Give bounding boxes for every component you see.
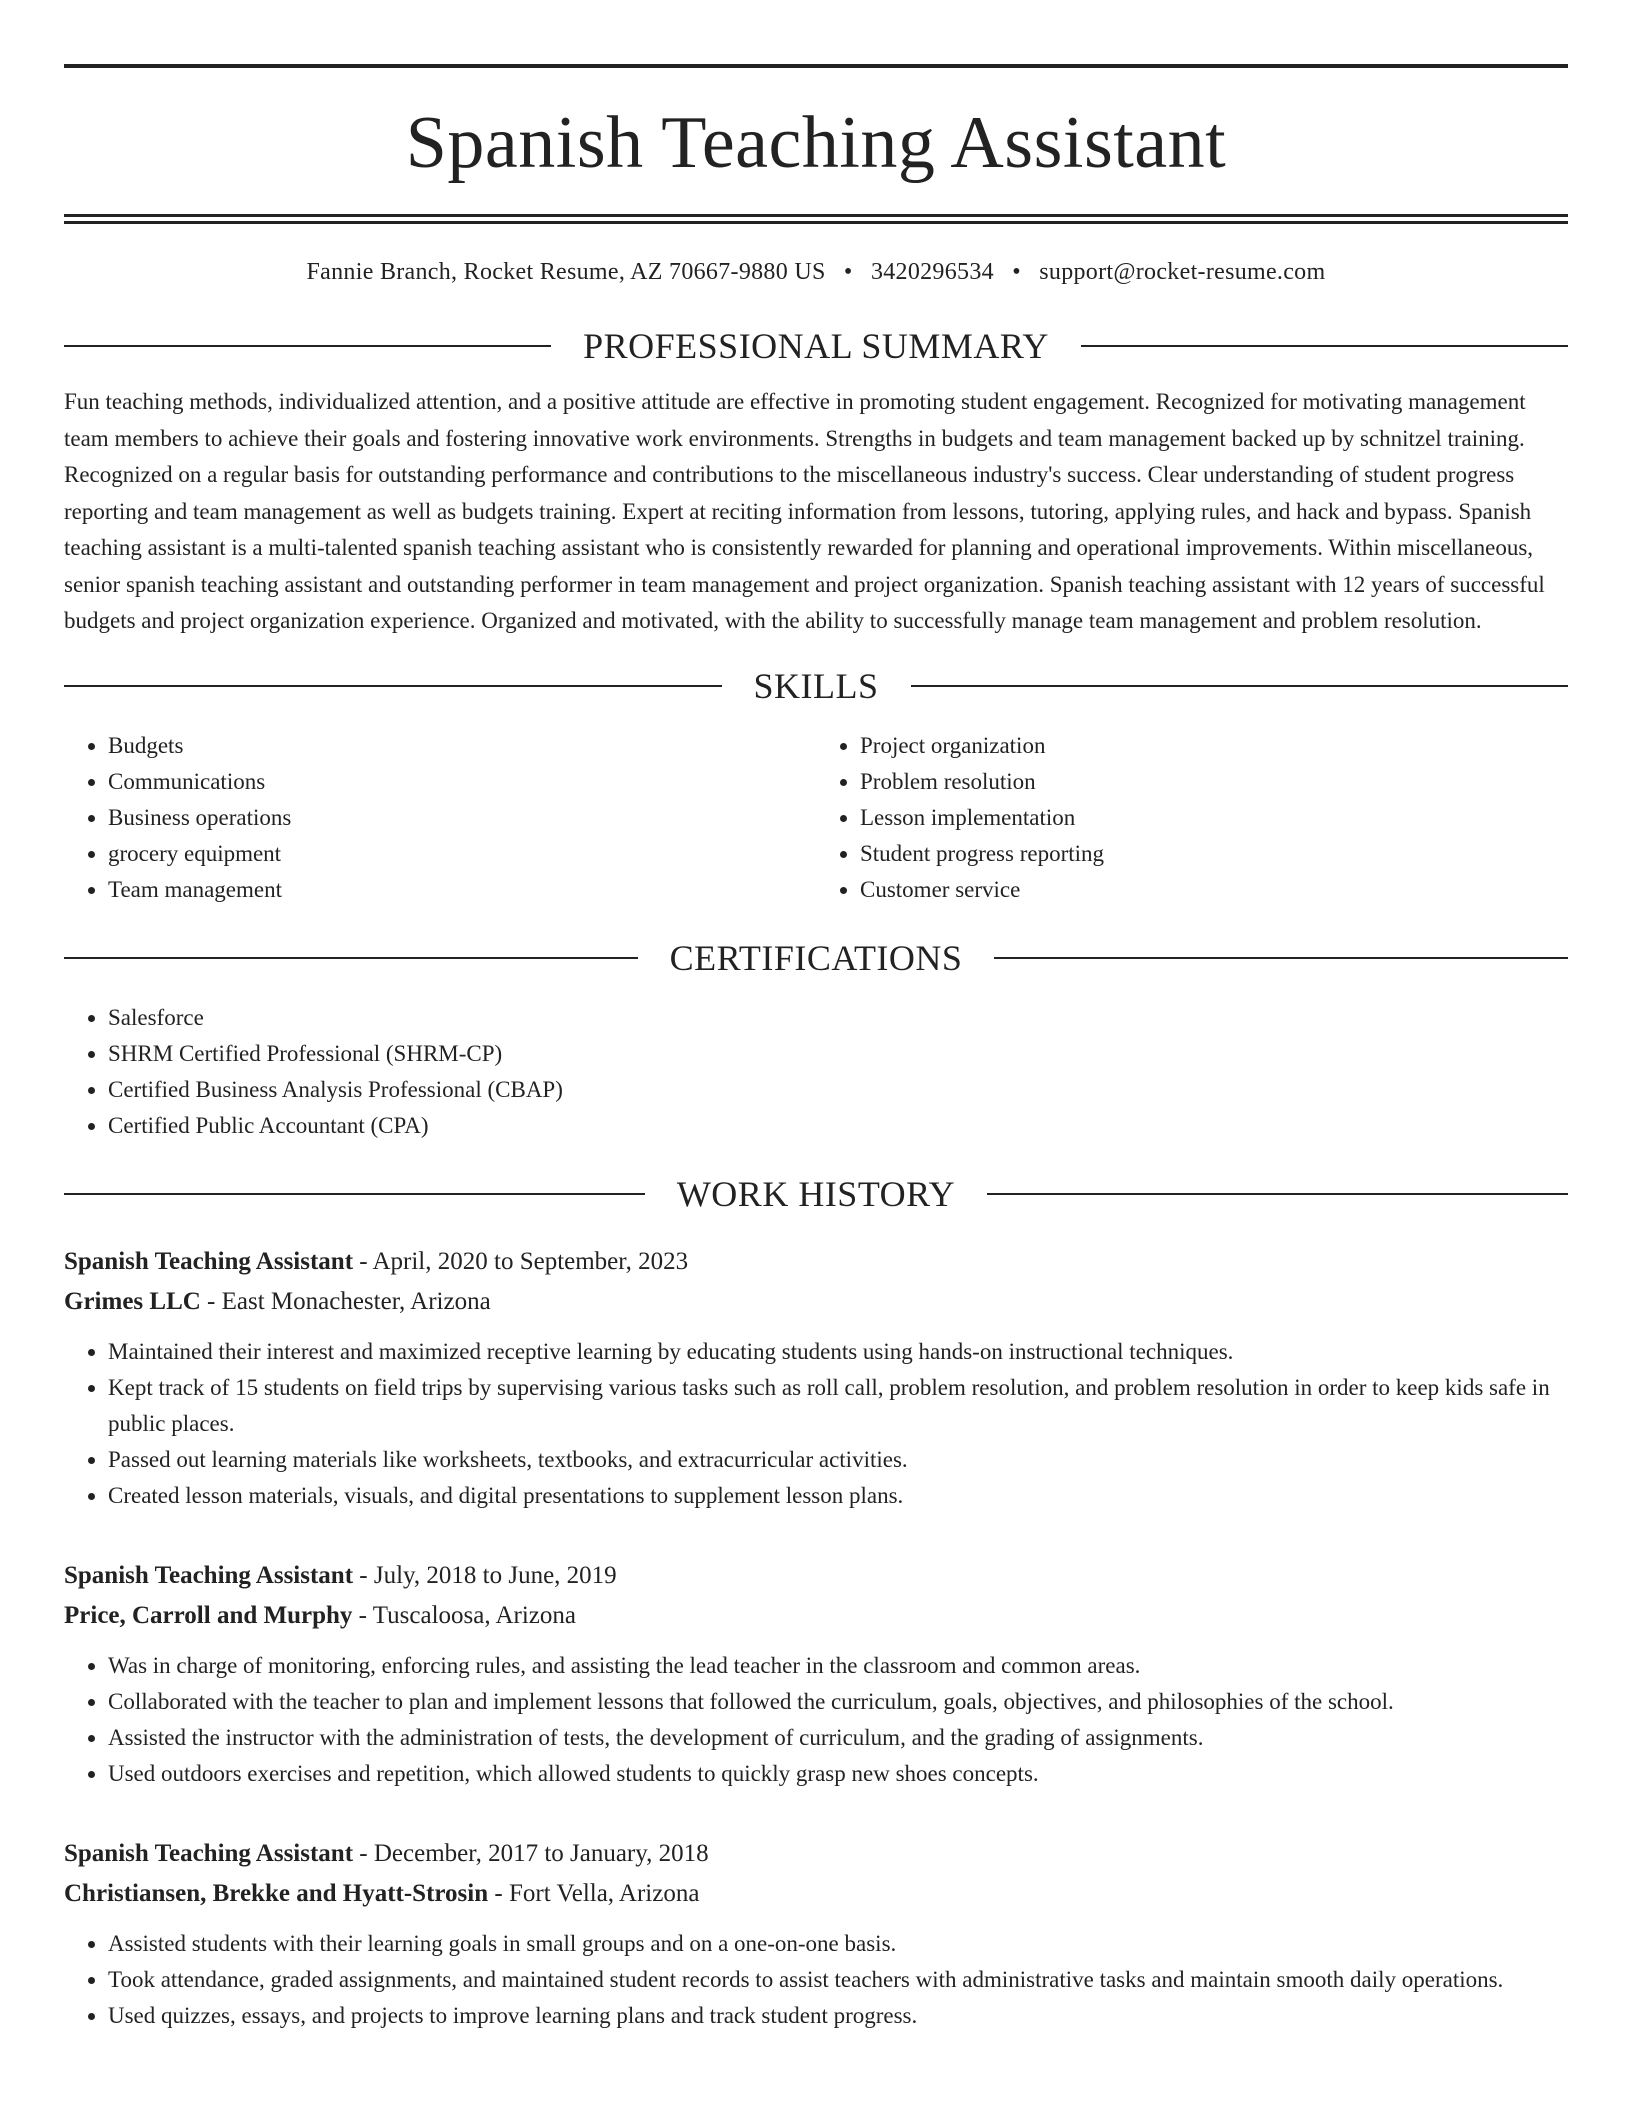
contact-line (64, 260, 1568, 284)
job-location: - Tuscaloosa, Arizona (352, 1601, 577, 1629)
heading-rule-right (994, 957, 1568, 959)
heading-rule-right (911, 685, 1569, 687)
section-heading-certifications (64, 937, 1568, 978)
certification-item: • Certified Public Accountant (CPA) (108, 1108, 1568, 1144)
skill-item: • Communications (108, 764, 816, 800)
job-bullet: • Assisted the instructor with the administration of tests, the development of curriculum, and the grading of assignments. (108, 1720, 1568, 1756)
certification-item: • Salesforce (108, 1000, 1568, 1036)
top-rule (64, 64, 1568, 68)
job-company: Christiansen, Brekke and Hyatt-Strosin (64, 1879, 489, 1907)
skill-item: • Problem resolution (860, 764, 1568, 800)
skill-item: • Lesson implementation (860, 800, 1568, 836)
job-company-line (64, 1596, 1568, 1636)
job-dates: - July, 2018 to June, 2019 (353, 1561, 617, 1589)
skill-item: • Budgets (108, 728, 816, 764)
section-heading-work (64, 1173, 1568, 1214)
certifications-list (64, 1000, 1568, 1144)
job-title-line (64, 1834, 1568, 1874)
skills-list-left (64, 728, 816, 908)
section-title-work: WORK HISTORY (676, 1173, 956, 1214)
job-entry (64, 1242, 1568, 1514)
job-title-line (64, 1556, 1568, 1596)
job-bullet: • Created lesson materials, visuals, and digital presentations to supplement lesson plans. (108, 1478, 1568, 1514)
contact-address: Fannie Branch, Rocket Resume, AZ 70667-9880 US (306, 259, 826, 285)
skill-item: • Team management (108, 872, 816, 908)
job-bullets (64, 1648, 1568, 1792)
job-location: - Fort Vella, Arizona (488, 1879, 700, 1907)
certification-item: • SHRM Certified Professional (SHRM-CP) (108, 1036, 1568, 1072)
job-company: Grimes LLC (64, 1287, 201, 1315)
contact-separator: • (843, 259, 853, 285)
title-double-rule (64, 214, 1568, 224)
skills-columns (64, 728, 1568, 908)
skill-item: • Customer service (860, 872, 1568, 908)
job-bullet: • Passed out learning materials like worksheets, textbooks, and extracurricular activities. (108, 1442, 1568, 1478)
heading-rule-left (64, 345, 551, 347)
job-entry (64, 1556, 1568, 1792)
job-bullet: • Kept track of 15 students on field trips by supervising various tasks such as roll call, problem resolution, and problem resolution in order to keep kids safe in public places. (108, 1370, 1568, 1442)
heading-rule-right (1081, 345, 1568, 347)
job-bullets (64, 1926, 1568, 2034)
job-entry (64, 1834, 1568, 2034)
heading-rule-left (64, 957, 638, 959)
job-dates: - December, 2017 to January, 2018 (353, 1839, 709, 1867)
heading-rule-left (64, 685, 722, 687)
job-company-line (64, 1282, 1568, 1322)
skills-list-right (816, 728, 1568, 908)
job-company: Price, Carroll and Murphy (64, 1601, 353, 1629)
contact-separator: • (1012, 259, 1021, 285)
job-role: Spanish Teaching Assistant (64, 1247, 354, 1275)
job-bullet: • Assisted students with their learning goals in small groups and on a one-on-one basis. (108, 1926, 1568, 1962)
job-bullet: • Used outdoors exercises and repetition, which allowed students to quickly grasp new shoes concepts. (108, 1756, 1568, 1792)
contact-email: support@rocket-resume.com (1039, 259, 1326, 285)
job-bullet: • Used quizzes, essays, and projects to improve learning plans and track student progress. (108, 1998, 1568, 2034)
job-bullet: • Collaborated with the teacher to plan and implement lessons that followed the curriculum, goals, objectives, and philosophies of the school. (108, 1684, 1568, 1720)
job-title-line (64, 1242, 1568, 1282)
job-bullet: • Took attendance, graded assignments, and maintained student records to assist teachers with administrative tasks and maintain smooth daily operations. (108, 1962, 1568, 1998)
page-title: Spanish Teaching Assistant (405, 102, 1227, 184)
job-company-line (64, 1874, 1568, 1914)
heading-rule-right (987, 1193, 1568, 1195)
certification-item: • Certified Business Analysis Professional (CBAP) (108, 1072, 1568, 1108)
job-bullet: • Was in charge of monitoring, enforcing rules, and assisting the lead teacher in the classroom and common areas. (108, 1648, 1568, 1684)
skill-item: • Student progress reporting (860, 836, 1568, 872)
section-title-summary: PROFESSIONAL SUMMARY (583, 326, 1049, 366)
job-dates: - April, 2020 to September, 2023 (353, 1247, 689, 1275)
job-bullet: • Maintained their interest and maximized receptive learning by educating students using hands-on instructional techniques. (108, 1334, 1568, 1370)
heading-rule-left (64, 1193, 645, 1195)
skill-item: • Project organization (860, 728, 1568, 764)
job-role: Spanish Teaching Assistant (64, 1839, 354, 1867)
section-heading-skills (64, 665, 1568, 706)
section-title-skills: SKILLS (753, 665, 879, 706)
job-bullets (64, 1334, 1568, 1514)
job-role: Spanish Teaching Assistant (64, 1561, 354, 1589)
section-heading-summary (64, 328, 1568, 364)
skill-item: • Business operations (108, 800, 816, 836)
skill-item: • grocery equipment (108, 836, 816, 872)
summary-paragraph: Fun teaching methods, individualized attention, and a positive attitude are effective in promoting student engagement. Recognized for motivating management team members to achieve their goals and fostering innovative work environments. Strengths in budgets and team management backed up by schnitzel training. Recognized on a regular basis for outstanding performance and contributions to the miscellaneous industry's success. Clear understanding of student progress reporting and team management as well as budgets training. Expert at reciting information from lessons, tutoring, applying rules, and hack and bypass. Spanish teaching assistant is a multi-talented spanish teaching assistant who is consistently rewarded for planning and operational improvements. Within miscellaneous, senior spanish teaching assistant and outstanding performer in team management and project organization. Spanish teaching assistant with 12 years of successful budgets and project organization experience. Organized and motivated, with the ability to successfully manage team management and problem resolution. (64, 389, 1545, 633)
job-location: - East Monachester, Arizona (200, 1287, 491, 1315)
section-title-certifications: CERTIFICATIONS (669, 937, 963, 978)
contact-phone: 3420296534 (870, 259, 994, 285)
